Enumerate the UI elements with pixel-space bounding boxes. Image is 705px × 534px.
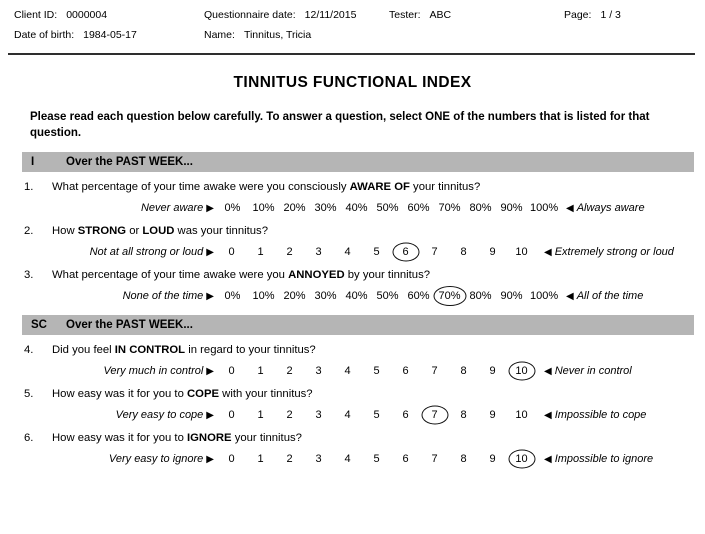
question-text-part: or bbox=[126, 225, 143, 238]
scale-option-value: 9 bbox=[489, 453, 496, 466]
section-code: I bbox=[31, 156, 35, 169]
scale-option-selected[interactable] bbox=[420, 407, 449, 423]
tester-field bbox=[389, 9, 564, 21]
question-text-part: by your tinnitus? bbox=[344, 269, 431, 282]
question-text-part: How bbox=[52, 225, 78, 238]
scale-option-value: 2 bbox=[286, 453, 293, 466]
anchor-label-left bbox=[0, 290, 217, 302]
question-number: 3. bbox=[24, 269, 34, 282]
scale-option-value: 5 bbox=[373, 246, 380, 259]
scale-option-value: 8 bbox=[460, 246, 467, 259]
scale-option-value: 80% bbox=[469, 290, 492, 303]
scale-options bbox=[217, 363, 536, 379]
scale-option[interactable] bbox=[434, 200, 465, 216]
scale-option-value: 5 bbox=[373, 365, 380, 378]
scale-option[interactable] bbox=[310, 200, 341, 216]
question-text-part: was your tinnitus? bbox=[174, 225, 268, 238]
scale-option-selected[interactable] bbox=[507, 451, 536, 467]
scale-option-value: 40% bbox=[345, 202, 368, 215]
scale-row bbox=[0, 288, 705, 304]
question-keyword: IN CONTROL bbox=[114, 344, 186, 357]
question-text bbox=[52, 269, 430, 281]
question-number: 2. bbox=[24, 225, 34, 238]
question-text-row bbox=[0, 344, 705, 356]
scale-option-selected[interactable] bbox=[391, 244, 420, 260]
scale-option-value: 50% bbox=[376, 202, 399, 215]
anchor-label-left bbox=[0, 246, 217, 258]
arrow-right-icon: ▶ bbox=[206, 291, 214, 303]
scale-option-value: 1 bbox=[257, 409, 264, 422]
anchor-left-text: Never aware bbox=[140, 202, 204, 215]
scale-options bbox=[217, 244, 536, 260]
scale-option-value: 90% bbox=[500, 290, 523, 303]
scale-option-selected[interactable] bbox=[507, 363, 536, 379]
scale-option[interactable] bbox=[362, 363, 391, 379]
anchor-right-text: Never in control bbox=[554, 365, 632, 378]
question-1 bbox=[0, 181, 705, 216]
question-number: 4. bbox=[24, 344, 34, 357]
anchor-right-text: Impossible to cope bbox=[554, 409, 647, 422]
scale-option-value: 6 bbox=[402, 453, 409, 466]
scale-option[interactable] bbox=[372, 200, 403, 216]
scale-option[interactable] bbox=[527, 200, 558, 216]
scale-option[interactable] bbox=[478, 363, 507, 379]
scale-option-value: 5 bbox=[373, 453, 380, 466]
scale-option[interactable] bbox=[391, 407, 420, 423]
scale-option[interactable] bbox=[507, 244, 536, 260]
anchor-left-text: Not at all strong or loud bbox=[89, 246, 204, 259]
questionnaire-date-label: Questionnaire date: bbox=[204, 9, 296, 21]
scale-option[interactable] bbox=[246, 363, 275, 379]
scale-option-value: 7 bbox=[431, 453, 438, 466]
tester-label: Tester: bbox=[389, 9, 421, 21]
scale-option-value: 1 bbox=[257, 453, 264, 466]
scale-option-value: 6 bbox=[402, 365, 409, 378]
scale-option-value: 4 bbox=[344, 246, 351, 259]
instructions-text: Please read each question below carefully. To answer a question, select ONE of the numbers that is listed for that question. bbox=[30, 111, 650, 139]
scale-option[interactable] bbox=[275, 363, 304, 379]
scale-option-value: 30% bbox=[314, 202, 337, 215]
scale-option-value: 0 bbox=[228, 246, 235, 259]
arrow-left-icon: ◀ bbox=[544, 246, 552, 258]
scale-option[interactable] bbox=[217, 407, 246, 423]
patient-name-label: Name: bbox=[204, 29, 235, 41]
scale-option-value: 0% bbox=[224, 202, 241, 215]
scale-option-value: 10 bbox=[515, 365, 528, 378]
question-text bbox=[52, 432, 302, 444]
anchor-left-text: Very much in control bbox=[103, 365, 204, 378]
header-divider bbox=[8, 53, 695, 55]
scale-option[interactable] bbox=[279, 200, 310, 216]
scale-option[interactable] bbox=[341, 200, 372, 216]
arrow-right-icon: ▶ bbox=[206, 366, 214, 378]
question-number: 1. bbox=[24, 181, 34, 194]
scale-option-value: 10 bbox=[515, 409, 528, 422]
scale-option-value: 40% bbox=[345, 290, 368, 303]
scale-option[interactable] bbox=[420, 244, 449, 260]
scale-option-value: 9 bbox=[489, 246, 496, 259]
scale-option[interactable] bbox=[304, 244, 333, 260]
scale-option[interactable] bbox=[372, 288, 403, 304]
question-text-row bbox=[0, 388, 705, 400]
anchor-right-text: Extremely strong or loud bbox=[554, 246, 674, 259]
patient-name-value: Tinnitus, Tricia bbox=[243, 29, 312, 41]
patient-header bbox=[0, 0, 705, 49]
arrow-left-icon: ◀ bbox=[566, 290, 574, 302]
scale-option[interactable] bbox=[304, 451, 333, 467]
scale-option[interactable] bbox=[310, 288, 341, 304]
question-6 bbox=[0, 432, 705, 467]
scale-option[interactable] bbox=[391, 363, 420, 379]
scale-option-value: 6 bbox=[402, 246, 409, 259]
page-field bbox=[564, 9, 621, 21]
scale-option-value: 3 bbox=[315, 453, 322, 466]
scale-option[interactable] bbox=[420, 451, 449, 467]
scale-option-value: 0% bbox=[224, 290, 241, 303]
anchor-left-text: Very easy to ignore bbox=[108, 453, 204, 466]
page-title: TINNITUS FUNCTIONAL INDEX bbox=[233, 74, 472, 91]
scale-option-value: 3 bbox=[315, 246, 322, 259]
scale-option[interactable] bbox=[217, 451, 246, 467]
anchor-label-right bbox=[544, 246, 674, 258]
scale-option[interactable] bbox=[362, 407, 391, 423]
scale-option[interactable] bbox=[449, 244, 478, 260]
scale-option-value: 9 bbox=[489, 409, 496, 422]
anchor-left-text: Very easy to cope bbox=[115, 409, 204, 422]
question-text-part: in regard to your tinnitus? bbox=[185, 344, 316, 357]
scale-option-value: 10% bbox=[252, 290, 275, 303]
scale-option-value: 3 bbox=[315, 409, 322, 422]
question-5 bbox=[0, 388, 705, 423]
question-keyword: LOUD bbox=[142, 225, 175, 238]
question-2 bbox=[0, 225, 705, 260]
scale-options bbox=[217, 200, 558, 216]
question-keyword: ANNOYED bbox=[288, 269, 345, 282]
scale-option[interactable] bbox=[341, 288, 372, 304]
arrow-right-icon: ▶ bbox=[206, 203, 214, 215]
scale-option[interactable] bbox=[362, 451, 391, 467]
scale-option[interactable] bbox=[248, 288, 279, 304]
client-id-value: 0000004 bbox=[66, 9, 108, 21]
questionnaire-date-value: 12/11/2015 bbox=[304, 9, 357, 21]
scale-option[interactable] bbox=[403, 200, 434, 216]
question-number: 6. bbox=[24, 432, 34, 445]
arrow-left-icon: ◀ bbox=[544, 365, 552, 377]
question-text bbox=[52, 344, 316, 356]
question-text bbox=[52, 388, 313, 400]
scale-option-value: 2 bbox=[286, 409, 293, 422]
scale-option[interactable] bbox=[217, 244, 246, 260]
question-text-row bbox=[0, 181, 705, 193]
scale-option[interactable] bbox=[362, 244, 391, 260]
scale-row bbox=[0, 407, 705, 423]
question-text-part: your tinnitus? bbox=[409, 181, 481, 194]
scale-option[interactable] bbox=[449, 363, 478, 379]
scale-option-value: 50% bbox=[376, 290, 399, 303]
anchor-right-text: All of the time bbox=[576, 290, 644, 303]
date-of-birth-label: Date of birth: bbox=[14, 29, 75, 41]
section-code: SC bbox=[31, 319, 47, 332]
date-of-birth-value: 1984-05-17 bbox=[83, 29, 137, 41]
scale-row bbox=[0, 451, 705, 467]
scale-option-value: 6 bbox=[402, 409, 409, 422]
question-keyword: IGNORE bbox=[187, 432, 232, 445]
anchor-label-left bbox=[0, 453, 217, 465]
question-4 bbox=[0, 344, 705, 379]
page-value: 1 / 3 bbox=[600, 9, 621, 21]
scale-option[interactable] bbox=[478, 407, 507, 423]
scale-option[interactable] bbox=[527, 288, 558, 304]
header-row-2 bbox=[14, 29, 693, 49]
anchor-label-right bbox=[544, 453, 653, 465]
scale-option[interactable] bbox=[449, 407, 478, 423]
scale-option[interactable] bbox=[507, 407, 536, 423]
question-keyword: STRONG bbox=[77, 225, 127, 238]
scale-option[interactable] bbox=[420, 363, 449, 379]
question-text-row bbox=[0, 269, 705, 281]
scale-option[interactable] bbox=[217, 288, 248, 304]
arrow-right-icon: ▶ bbox=[206, 247, 214, 259]
scale-option-value: 10 bbox=[515, 453, 528, 466]
question-text-part: your tinnitus? bbox=[231, 432, 302, 445]
scale-option-value: 7 bbox=[431, 246, 438, 259]
scale-option[interactable] bbox=[465, 288, 496, 304]
scale-option[interactable] bbox=[449, 451, 478, 467]
anchor-label-right bbox=[566, 202, 645, 214]
scale-option-value: 4 bbox=[344, 453, 351, 466]
question-text-part: with your tinnitus? bbox=[219, 388, 313, 401]
scale-option[interactable] bbox=[248, 200, 279, 216]
section-title: Over the PAST WEEK... bbox=[66, 319, 193, 332]
question-text bbox=[52, 181, 480, 193]
arrow-left-icon: ◀ bbox=[544, 409, 552, 421]
section-title: Over the PAST WEEK... bbox=[66, 156, 193, 169]
tester-value: ABC bbox=[429, 9, 452, 21]
scale-option-value: 90% bbox=[500, 202, 523, 215]
scale-option-value: 70% bbox=[438, 290, 461, 303]
scale-option-selected[interactable] bbox=[434, 288, 465, 304]
anchor-label-left bbox=[0, 202, 217, 214]
scale-option[interactable] bbox=[304, 363, 333, 379]
scale-option[interactable] bbox=[333, 451, 362, 467]
scale-option[interactable] bbox=[275, 451, 304, 467]
scale-options bbox=[217, 407, 536, 423]
scale-option-value: 10 bbox=[515, 246, 528, 259]
question-keyword: COPE bbox=[187, 388, 220, 401]
scale-option[interactable] bbox=[333, 244, 362, 260]
date-of-birth-field bbox=[14, 29, 204, 41]
scale-row bbox=[0, 363, 705, 379]
anchor-label-right bbox=[544, 409, 646, 421]
scale-option-value: 10% bbox=[252, 202, 275, 215]
anchor-left-text: None of the time bbox=[122, 290, 204, 303]
question-text-part: What percentage of your time awake were you consciously bbox=[52, 181, 350, 194]
scale-option-value: 80% bbox=[469, 202, 492, 215]
scale-option[interactable] bbox=[246, 407, 275, 423]
anchor-right-text: Impossible to ignore bbox=[554, 453, 654, 466]
anchor-label-right bbox=[544, 365, 632, 377]
anchor-right-text: Always aware bbox=[576, 202, 645, 215]
question-number: 5. bbox=[24, 388, 34, 401]
section-header-sc bbox=[22, 315, 694, 335]
scale-option[interactable] bbox=[403, 288, 434, 304]
scale-row bbox=[0, 244, 705, 260]
scale-option[interactable] bbox=[304, 407, 333, 423]
arrow-right-icon: ▶ bbox=[206, 454, 214, 466]
scale-option[interactable] bbox=[391, 451, 420, 467]
scale-option[interactable] bbox=[478, 244, 507, 260]
scale-option[interactable] bbox=[478, 451, 507, 467]
scale-options bbox=[217, 451, 536, 467]
patient-name-field bbox=[204, 29, 389, 41]
scale-option-value: 5 bbox=[373, 409, 380, 422]
scale-option[interactable] bbox=[333, 407, 362, 423]
scale-option[interactable] bbox=[217, 200, 248, 216]
arrow-left-icon: ◀ bbox=[544, 453, 552, 465]
question-text-part: What percentage of your time awake were you bbox=[52, 269, 289, 282]
scale-option-value: 1 bbox=[257, 365, 264, 378]
scale-option[interactable] bbox=[333, 363, 362, 379]
scale-option-value: 30% bbox=[314, 290, 337, 303]
scale-option-value: 70% bbox=[438, 202, 461, 215]
arrow-right-icon: ▶ bbox=[206, 410, 214, 422]
question-3 bbox=[0, 269, 705, 304]
scale-option-value: 20% bbox=[283, 202, 306, 215]
scale-option-value: 100% bbox=[530, 202, 559, 215]
section-header-i bbox=[22, 152, 694, 172]
scale-option-value: 0 bbox=[228, 365, 235, 378]
scale-option[interactable] bbox=[496, 200, 527, 216]
scale-option[interactable] bbox=[246, 244, 275, 260]
scale-options bbox=[217, 288, 558, 304]
scale-option-value: 9 bbox=[489, 365, 496, 378]
scale-option-value: 4 bbox=[344, 365, 351, 378]
scale-option-value: 0 bbox=[228, 453, 235, 466]
question-text bbox=[52, 225, 268, 237]
scale-option-value: 7 bbox=[431, 409, 438, 422]
scale-option[interactable] bbox=[279, 288, 310, 304]
questionnaire-date-field bbox=[204, 9, 389, 21]
scale-option[interactable] bbox=[496, 288, 527, 304]
scale-option-value: 20% bbox=[283, 290, 306, 303]
scale-option-value: 1 bbox=[257, 246, 264, 259]
scale-option-value: 8 bbox=[460, 453, 467, 466]
scale-option[interactable] bbox=[275, 244, 304, 260]
scale-option[interactable] bbox=[465, 200, 496, 216]
scale-option-value: 3 bbox=[315, 365, 322, 378]
question-text-part: How easy was it for you to bbox=[52, 432, 187, 445]
anchor-label-left bbox=[0, 409, 217, 421]
scale-option[interactable] bbox=[275, 407, 304, 423]
scale-option[interactable] bbox=[246, 451, 275, 467]
question-text-part: How easy was it for you to bbox=[52, 388, 187, 401]
anchor-label-right bbox=[566, 290, 643, 302]
page-label: Page: bbox=[564, 9, 592, 21]
header-row-1 bbox=[14, 9, 693, 29]
client-id-field bbox=[14, 9, 204, 21]
question-text-row bbox=[0, 225, 705, 237]
question-text-part: Did you feel bbox=[52, 344, 115, 357]
scale-option-value: 0 bbox=[228, 409, 235, 422]
questionnaire-body bbox=[0, 152, 705, 467]
client-id-label: Client ID: bbox=[14, 9, 58, 21]
scale-option-value: 60% bbox=[407, 290, 430, 303]
scale-option-value: 2 bbox=[286, 365, 293, 378]
question-keyword: AWARE OF bbox=[349, 181, 410, 194]
question-text-row bbox=[0, 432, 705, 444]
scale-row bbox=[0, 200, 705, 216]
anchor-label-left bbox=[0, 365, 217, 377]
scale-option-value: 8 bbox=[460, 365, 467, 378]
scale-option-value: 4 bbox=[344, 409, 351, 422]
scale-option[interactable] bbox=[217, 363, 246, 379]
scale-option-value: 7 bbox=[431, 365, 438, 378]
scale-option-value: 100% bbox=[530, 290, 559, 303]
scale-option-value: 8 bbox=[460, 409, 467, 422]
arrow-left-icon: ◀ bbox=[566, 202, 574, 214]
scale-option-value: 60% bbox=[407, 202, 430, 215]
scale-option-value: 2 bbox=[286, 246, 293, 259]
